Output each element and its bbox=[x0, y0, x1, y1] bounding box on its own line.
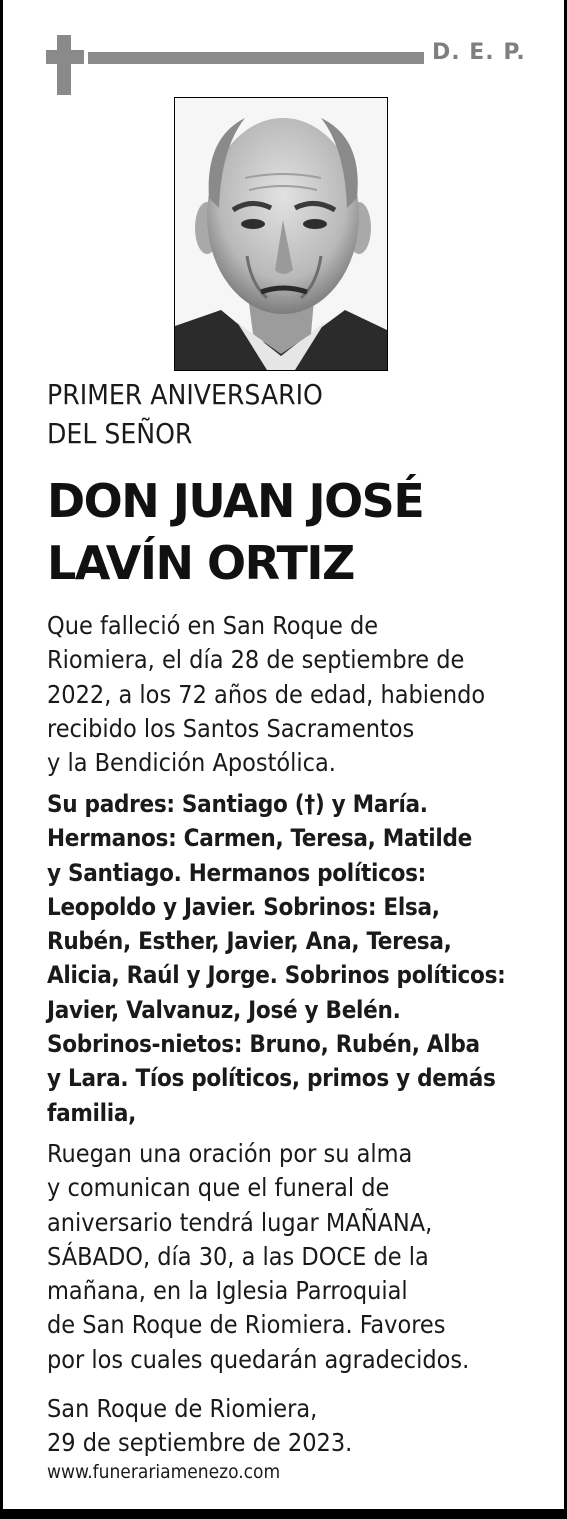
dep-label: D. E. P. bbox=[432, 40, 526, 65]
cross-icon bbox=[46, 35, 84, 95]
text-line: Alicia, Raúl y Jorge. Sobrinos políticos: bbox=[47, 961, 506, 990]
text-line: Hermanos: Carmen, Teresa, Matilde bbox=[47, 824, 472, 853]
header-rule bbox=[88, 52, 424, 64]
name-line: DON JUAN JOSÉ bbox=[47, 474, 424, 528]
text-line: 29 de septiembre de 2023. bbox=[47, 1428, 353, 1458]
name-line: LAVÍN ORTIZ bbox=[47, 536, 354, 590]
anniversary-title bbox=[47, 375, 323, 453]
place-date bbox=[47, 1392, 352, 1461]
request-paragraph bbox=[47, 1137, 469, 1377]
text-line: familia, bbox=[47, 1098, 137, 1127]
text-line: Leopoldo y Javier. Sobrinos: Elsa, bbox=[47, 892, 440, 921]
text-line: San Roque de Riomiera, bbox=[47, 1394, 318, 1423]
text-line: mañana, en la Iglesia Parroquial bbox=[47, 1276, 408, 1306]
family-paragraph bbox=[47, 787, 505, 1130]
text-line: Sobrinos-nietos: Bruno, Rubén, Alba bbox=[47, 1030, 480, 1059]
website-link[interactable]: www.funerariamenezo.com bbox=[47, 1461, 281, 1483]
text-line: Rubén, Esther, Javier, Ana, Teresa, bbox=[47, 927, 452, 956]
text-line: por los cuales quedarán agradecidos. bbox=[47, 1344, 470, 1374]
frame-bottom-border bbox=[0, 1509, 567, 1519]
text-line: recibido los Santos Sacramentos bbox=[47, 713, 415, 743]
frame-left-border bbox=[0, 0, 3, 1519]
text-line: y comunican que el funeral de bbox=[47, 1173, 390, 1203]
text-line: Que falleció en San Roque de bbox=[47, 611, 379, 640]
deceased-name bbox=[47, 470, 423, 594]
text-line: 2022, a los 72 años de edad, habiendo bbox=[47, 679, 486, 709]
text-line: de San Roque de Riomiera. Favores bbox=[47, 1310, 446, 1340]
text-line: Su padres: Santiago (†) y María. bbox=[47, 790, 428, 818]
text-line: aniversario tendrá lugar MAÑANA, bbox=[47, 1207, 433, 1237]
title-line: PRIMER ANIVERSARIO bbox=[47, 378, 323, 411]
text-line: Riomiera, el día 28 de septiembre de bbox=[47, 645, 465, 675]
text-line: Ruegan una oración por su alma bbox=[47, 1139, 413, 1168]
text-line: SÁBADO, día 30, a las DOCE de la bbox=[47, 1241, 429, 1271]
text-line: Javier, Valvanuz, José y Belén. bbox=[47, 995, 401, 1024]
text-line: y la Bendición Apostólica. bbox=[47, 748, 336, 778]
text-line: y Lara. Tíos políticos, primos y demás bbox=[47, 1064, 496, 1093]
title-line: DEL SEÑOR bbox=[47, 417, 193, 450]
intro-paragraph bbox=[47, 609, 485, 780]
portrait-photo bbox=[174, 97, 388, 371]
text-line: y Santiago. Hermanos políticos: bbox=[47, 858, 427, 887]
